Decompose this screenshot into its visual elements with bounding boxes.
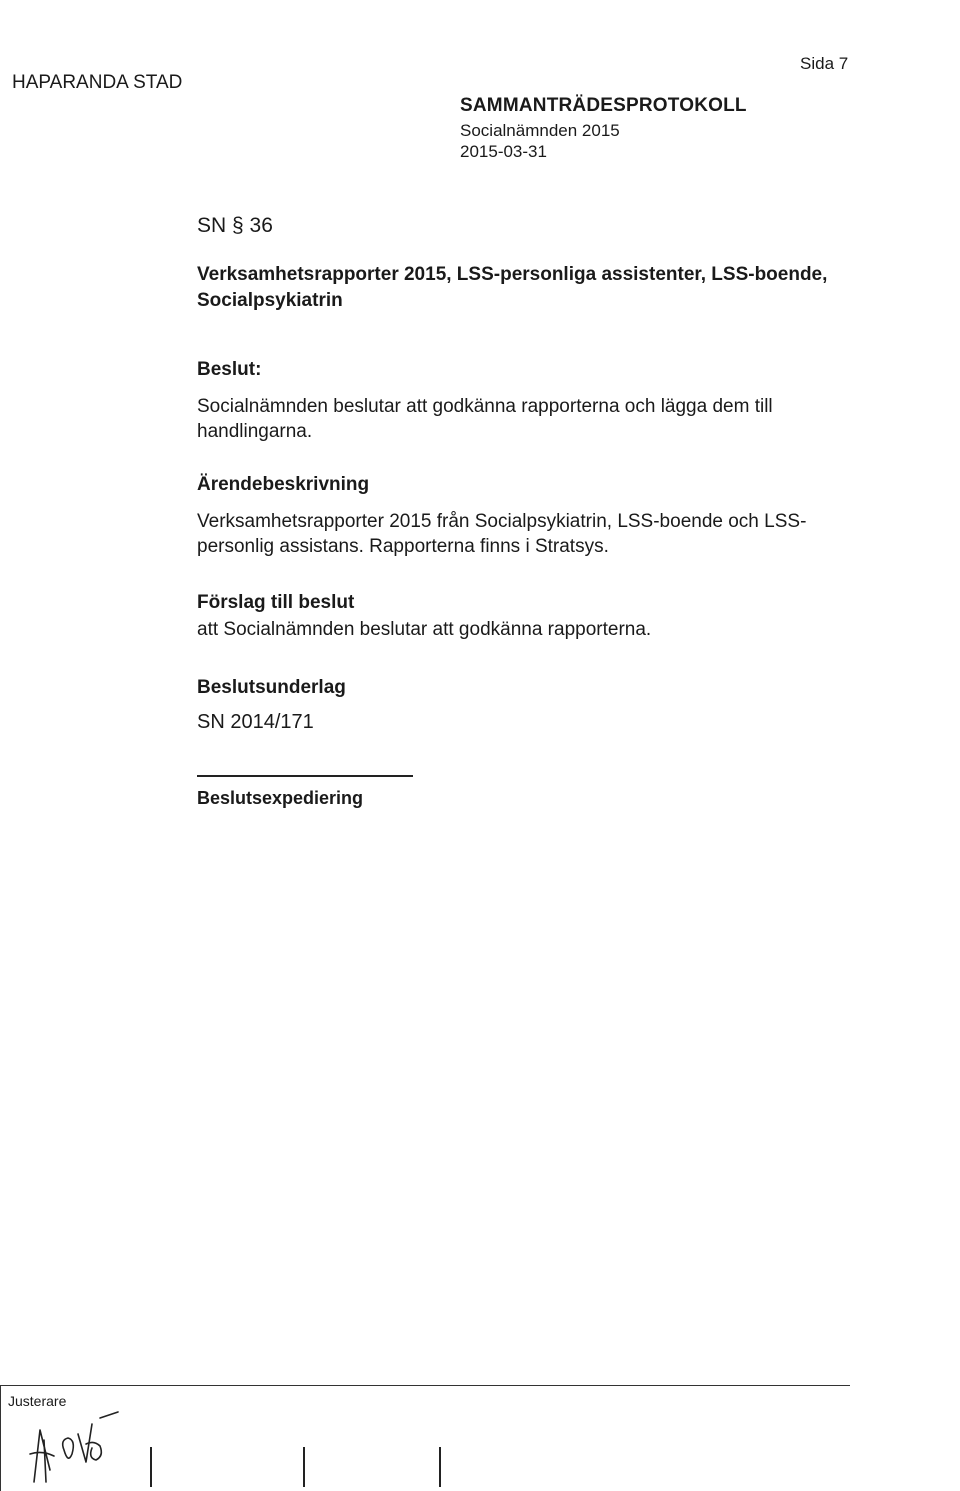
- section-body-beslutsunderlag: SN 2014/171: [197, 711, 314, 733]
- committee-name: Socialnämnden 2015: [460, 121, 620, 140]
- justerare-label: Justerare: [8, 1393, 67, 1409]
- footer-divider: [0, 1385, 850, 1386]
- section-heading-beslutsexpediering: Beslutsexpediering: [197, 788, 364, 808]
- section-body-arendebeskrivning: Verksamhetsrapporter 2015 från Socialpsykiatrin, LSS-boende och LSS-personlig assistans. Rapporterna finns i Stratsys.: [197, 511, 807, 557]
- section-heading-forslag: Förslag till beslut: [197, 592, 355, 613]
- section-heading-beslutsunderlag: Beslutsunderlag: [197, 677, 346, 698]
- paragraph-number: SN § 36: [197, 214, 273, 237]
- protocol-title: SAMMANTRÄDESPROTOKOLL: [460, 95, 747, 116]
- section-body-beslut: Socialnämnden beslutar att godkänna rapporterna och lägga dem till handlingarna.: [197, 396, 773, 442]
- section-heading-arendebeskrivning: Ärendebeskrivning: [197, 474, 370, 495]
- separator-line: [197, 775, 413, 777]
- organization-name: HAPARANDA STAD: [12, 72, 183, 93]
- paragraph-title: Verksamhetsrapporter 2015, LSS-personliga assistenter, LSS-boende, Socialpsykiatrin: [197, 264, 828, 311]
- signature-mark: [439, 1447, 441, 1487]
- section-body-forslag: att Socialnämnden beslutar att godkänna rapporterna.: [197, 619, 652, 640]
- signature-mark: [303, 1447, 305, 1487]
- section-heading-beslut: Beslut:: [197, 359, 262, 380]
- meeting-date: 2015-03-31: [460, 142, 547, 161]
- page-number: Sida 7: [800, 54, 849, 73]
- justerare-box-edge: [0, 1385, 1, 1491]
- signature-initials: [20, 1410, 125, 1485]
- signature-mark: [150, 1447, 152, 1487]
